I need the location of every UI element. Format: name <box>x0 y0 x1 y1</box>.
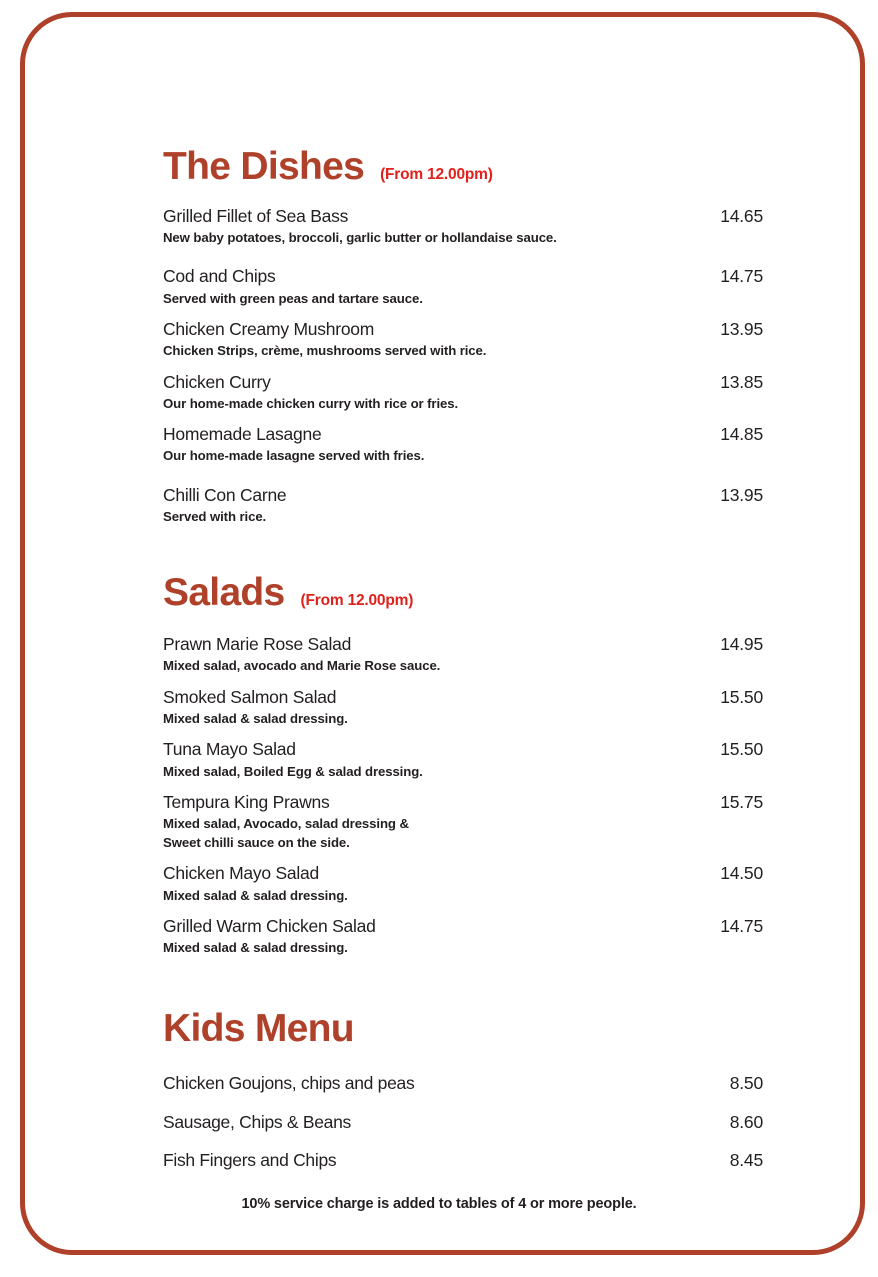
menu-item-description <box>163 507 763 526</box>
menu-item-description <box>163 341 763 360</box>
menu-item-description <box>163 814 763 852</box>
menu-item-name: Tempura King Prawns <box>163 791 330 812</box>
section-header-salads <box>163 573 763 614</box>
menu-item-name: Sausage, Chips & Beans <box>163 1111 351 1132</box>
menu-item-row <box>163 265 763 287</box>
menu-item-description <box>163 394 763 413</box>
section-note-salads: (From 12.00pm) <box>300 592 414 610</box>
menu-item-description-line: Our home-made chicken curry with rice or fries. <box>163 395 459 411</box>
menu-item-description-line: Served with green peas and tartare sauce. <box>163 290 423 306</box>
menu-item-description-line: Our home-made lasagne served with fries. <box>163 448 425 464</box>
menu-item-description <box>163 228 763 247</box>
service-charge-note: 10% service charge is added to tables of 4 or more people. <box>241 1196 637 1212</box>
menu-item-row <box>163 915 763 937</box>
menu-item <box>163 265 763 308</box>
section-title-salads: Salads <box>163 571 285 615</box>
menu-item <box>163 738 763 781</box>
menu-item-description-line: Sweet chilli sauce on the side. <box>163 835 350 851</box>
menu-item-name: Homemade Lasagne <box>163 424 322 445</box>
section-title-dishes: The Dishes <box>163 145 365 188</box>
menu-item <box>163 318 763 361</box>
menu-item-name: Cod and Chips <box>163 266 276 287</box>
menu-item-name: Chicken Mayo Salad <box>163 863 319 884</box>
menu-item-name: Tuna Mayo Salad <box>163 739 296 760</box>
menu-item <box>163 1111 763 1133</box>
menu-item-row <box>163 738 763 760</box>
menu-item <box>163 791 763 853</box>
section-note-dishes: (From 12.00pm) <box>380 166 493 183</box>
menu-item-price: 15.50 <box>720 686 763 707</box>
menu-item-name: Chicken Creamy Mushroom <box>163 319 375 339</box>
menu-item-price: 14.75 <box>720 266 763 287</box>
menu-item-description <box>163 656 763 675</box>
menu-item-name: Grilled Warm Chicken Salad <box>163 915 376 936</box>
menu-item-price: 14.65 <box>720 205 763 226</box>
menu-item <box>163 915 763 958</box>
menu-item-description <box>163 709 763 728</box>
menu-item <box>163 862 763 905</box>
menu-item-price: 13.95 <box>720 484 763 505</box>
section-title-kids: Kids Menu <box>163 1007 354 1051</box>
menu-item <box>163 484 763 527</box>
menu-item-row <box>163 484 763 506</box>
menu-item-price: 15.75 <box>720 791 763 812</box>
menu-item-description-line: New baby potatoes, broccoli, garlic butter or hollandaise sauce. <box>163 230 557 246</box>
menu-item-name: Smoked Salmon Salad <box>163 686 337 707</box>
menu-item-row <box>163 686 763 708</box>
menu-item-description-line: Chicken Strips, crème, mushrooms served with rice. <box>163 343 487 359</box>
menu-item-price: 13.95 <box>720 319 763 339</box>
menu-item-description-line: Mixed salad, avocado and Marie Rose sauce. <box>163 658 441 674</box>
menu-item-row <box>163 318 763 340</box>
menu-item-price: 8.50 <box>729 1073 763 1094</box>
menu-card-frame <box>20 12 865 1255</box>
menu-item-description-line: Mixed salad, Boiled Egg & salad dressing. <box>163 763 423 779</box>
menu-item-description-line: Mixed salad & salad dressing. <box>163 940 348 956</box>
menu-item-name: Chilli Con Carne <box>163 484 287 505</box>
menu-item-price: 8.60 <box>729 1111 763 1132</box>
menu-item-price: 14.50 <box>720 863 763 884</box>
menu-item <box>163 633 763 676</box>
menu-item-description <box>163 446 763 465</box>
menu-item <box>163 423 763 466</box>
menu-item-description <box>163 886 763 905</box>
menu-item-description <box>163 762 763 781</box>
menu-item-name: Chicken Goujons, chips and peas <box>163 1073 415 1094</box>
menu-item-price: 13.85 <box>720 371 763 392</box>
menu-item-row <box>163 1072 763 1094</box>
menu-item-row <box>163 1149 763 1171</box>
menu-item <box>163 1149 763 1171</box>
menu-item-name: Chicken Curry <box>163 371 271 392</box>
menu-item-name: Grilled Fillet of Sea Bass <box>163 205 349 226</box>
menu-item-row <box>163 371 763 393</box>
menu-item-price: 8.45 <box>729 1150 763 1171</box>
menu-item <box>163 205 763 248</box>
menu-item <box>163 686 763 729</box>
menu-item-description-line: Mixed salad & salad dressing. <box>163 710 348 726</box>
menu-item-price: 14.75 <box>720 915 763 936</box>
menu-content <box>163 147 763 1188</box>
menu-item-row <box>163 862 763 884</box>
menu-item-row <box>163 205 763 227</box>
section-header-dishes <box>163 147 763 188</box>
menu-item-description-line: Mixed salad & salad dressing. <box>163 887 348 903</box>
menu-item-row <box>163 791 763 813</box>
menu-item-price: 14.85 <box>720 424 763 445</box>
menu-item-description <box>163 938 763 957</box>
menu-item-description-line: Mixed salad, Avocado, salad dressing & <box>163 816 409 832</box>
menu-item-row <box>163 1111 763 1133</box>
menu-item-row <box>163 633 763 655</box>
menu-item-price: 14.95 <box>720 634 763 655</box>
menu-item <box>163 371 763 414</box>
menu-item-price: 15.50 <box>720 739 763 760</box>
section-header-kids <box>163 1009 763 1050</box>
menu-item-name: Prawn Marie Rose Salad <box>163 634 352 655</box>
menu-item-description <box>163 289 763 308</box>
menu-item-row <box>163 423 763 445</box>
menu-item-description-line: Served with rice. <box>163 508 267 524</box>
menu-item-name: Fish Fingers and Chips <box>163 1150 337 1171</box>
menu-item <box>163 1072 763 1094</box>
